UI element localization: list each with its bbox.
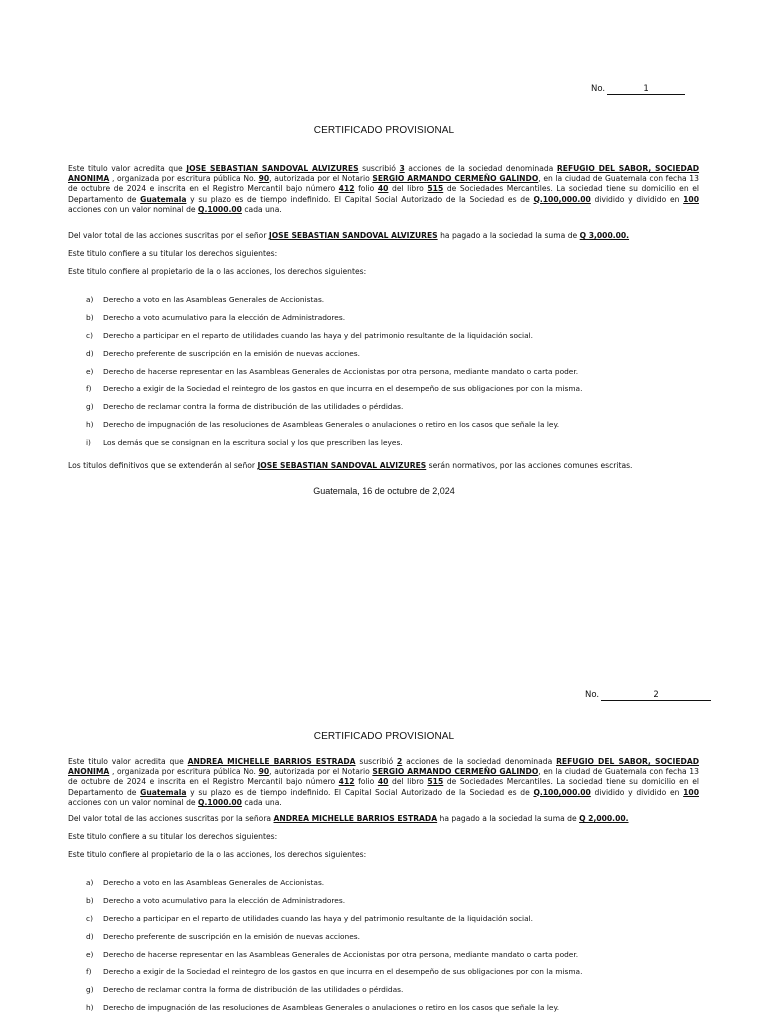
holder-name: JOSE SEBASTIAN SANDOVAL ALVIZURES xyxy=(186,164,359,173)
certificate-title: CERTIFICADO PROVISIONAL xyxy=(313,125,455,136)
list-item: g) Derecho de reclamar contra la forma de distribución de las utilidades o pérdidas. xyxy=(86,985,404,995)
intro-paragraph: Este titulo valor acredita que ANDREA MICHELLE BARRIOS ESTRADA suscribió 2 acciones de la sociedad denominada REFUGIO DEL SABOR, SOCIEDAD ANONIMA , organizada por escritura pública No. 90, autorizada por el Notario SERGIO ARMANDO CERMEÑO GALINDO, en la ciudad de Guatemala con fecha 13 de octubre de 2024 e inscrita en el Registro Mercantil bajo número 412 folio 40 del libro 515 de Sociedades Mercantiles. La sociedad tiene su domicilio en el Departamento de Guatemala y su plazo es de tiempo indefinido. El Capital Social Autorizado de la Sociedad es de Q.100,000.00 dividido y dividido en 100 acciones con un valor nominal de Q.1000.00 cada una. xyxy=(68,757,700,807)
rights-list xyxy=(86,878,686,1021)
rights-intro-2: Este titulo confiere al propietario de la o las acciones, los derechos siguientes: xyxy=(68,267,367,276)
payment-paragraph: Del valor total de las acciones suscritas por el señor JOSE SEBASTIAN SANDOVAL ALVIZURES ha pagado a la sociedad la suma de Q 3,000.00. xyxy=(68,231,630,240)
company-name: REFUGIO DEL SABOR, SOCIEDAD ANONIMA xyxy=(68,164,700,184)
number-label: No. xyxy=(591,84,606,94)
list-item: h) Derecho de impugnación de las resoluciones de Asambleas Generales o anulaciones o retiro en los casos que señale la ley. xyxy=(86,420,560,430)
list-item: c) Derecho a participar en el reparto de utilidades cuando las haya y del patrimonio resultante de la liquidación social. xyxy=(86,330,534,340)
certificate-number xyxy=(585,690,711,701)
rights-list xyxy=(86,295,686,456)
list-item: e) Derecho de hacerse representar en las Asambleas Generales de Accionistas por otra persona, mediante mandato o carta poder. xyxy=(86,366,579,376)
list-item: c) Derecho a participar en el reparto de utilidades cuando las haya y del patrimonio resultante de la liquidación social. xyxy=(86,913,534,923)
rights-intro-1: Este titulo confiere a su titular los derechos siguientes: xyxy=(68,249,278,258)
list-item: d) Derecho preferente de suscripción en la emisión de nuevas acciones. xyxy=(86,931,360,941)
list-item: h) Derecho de impugnación de las resoluciones de Asambleas Generales o anulaciones o retiro en los casos que señale la ley. xyxy=(86,1003,560,1013)
list-item: g) Derecho de reclamar contra la forma de distribución de las utilidades o pérdidas. xyxy=(86,402,404,412)
list-item: i) Los demás que se consignan en la escritura social y los que prescriben las leyes. xyxy=(86,438,403,448)
certificate-title: CERTIFICADO PROVISIONAL xyxy=(313,731,455,742)
list-item: f) Derecho a exigir de la Sociedad el reintegro de los gastos en que incurra en el desempeño de sus obligaciones por con la misma. xyxy=(86,967,583,977)
list-item: a) Derecho a voto en las Asambleas Generales de Accionistas. xyxy=(86,878,325,887)
holder-name: ANDREA MICHELLE BARRIOS ESTRADA xyxy=(187,757,356,766)
rights-intro-1: Este titulo confiere a su titular los derechos siguientes: xyxy=(68,832,278,841)
number-label: No. xyxy=(585,690,600,700)
definitive-titles-paragraph: Los titulos definitivos que se extenderán al señor JOSE SEBASTIAN SANDOVAL ALVIZURES serán normativos, por las acciones comunes escritas. xyxy=(68,461,633,470)
list-item: a) Derecho a voto en las Asambleas Generales de Accionistas. xyxy=(86,295,325,304)
number-value: 1 xyxy=(607,84,685,95)
notary-name: SERGIO ARMANDO CERMEÑO GALINDO xyxy=(372,174,539,184)
amount-paid: Q 2,000.00. xyxy=(579,814,629,823)
list-item: e) Derecho de hacerse representar en las Asambleas Generales de Accionistas por otra persona, mediante mandato o carta poder. xyxy=(86,949,579,959)
certificate-number xyxy=(591,84,685,95)
company-name: REFUGIO DEL SABOR, SOCIEDAD ANONIMA xyxy=(68,757,700,777)
list-item: f) Derecho a exigir de la Sociedad el reintegro de los gastos en que incurra en el desempeño de sus obligaciones por con la misma. xyxy=(86,384,583,394)
intro-paragraph: Este titulo valor acredita que JOSE SEBASTIAN SANDOVAL ALVIZURES suscribió 3 acciones de la sociedad denominada REFUGIO DEL SABOR, SOCIEDAD ANONIMA , organizada por escritura pública No. 90, autorizada por el Notario SERGIO ARMANDO CERMEÑO GALINDO, en la ciudad de Guatemala con fecha 13 de octubre de 2024 e inscrita en el Registro Mercantil bajo número 412 folio 40 del libro 515 de Sociedades Mercantiles. La sociedad tiene su domicilio en el Departamento de Guatemala y su plazo es de tiempo indefinido. El Capital Social Autorizado de la Sociedad es de Q.100,000.00 dividido y dividido en 100 acciones con un valor nominal de Q.1000.00 cada una. xyxy=(68,164,700,214)
list-item: d) Derecho preferente de suscripción en la emisión de nuevas acciones. xyxy=(86,348,360,358)
payment-paragraph: Del valor total de las acciones suscritas por la señora ANDREA MICHELLE BARRIOS ESTRADA ha pagado a la sociedad la suma de Q 2,000.00. xyxy=(68,814,629,823)
place-date: Guatemala, 16 de octubre de 2,024 xyxy=(313,486,455,496)
shares-count: 2 xyxy=(396,757,403,766)
number-value: 2 xyxy=(601,690,711,701)
list-item: b) Derecho a voto acumulativo para la elección de Administradores. xyxy=(86,895,346,905)
shares-count: 3 xyxy=(399,164,405,173)
amount-paid: Q 3,000.00. xyxy=(579,231,630,240)
notary-name: SERGIO ARMANDO CERMEÑO GALINDO xyxy=(372,767,539,777)
list-item: b) Derecho a voto acumulativo para la elección de Administradores. xyxy=(86,312,346,322)
rights-intro-2: Este titulo confiere al propietario de la o las acciones, los derechos siguientes: xyxy=(68,850,367,859)
